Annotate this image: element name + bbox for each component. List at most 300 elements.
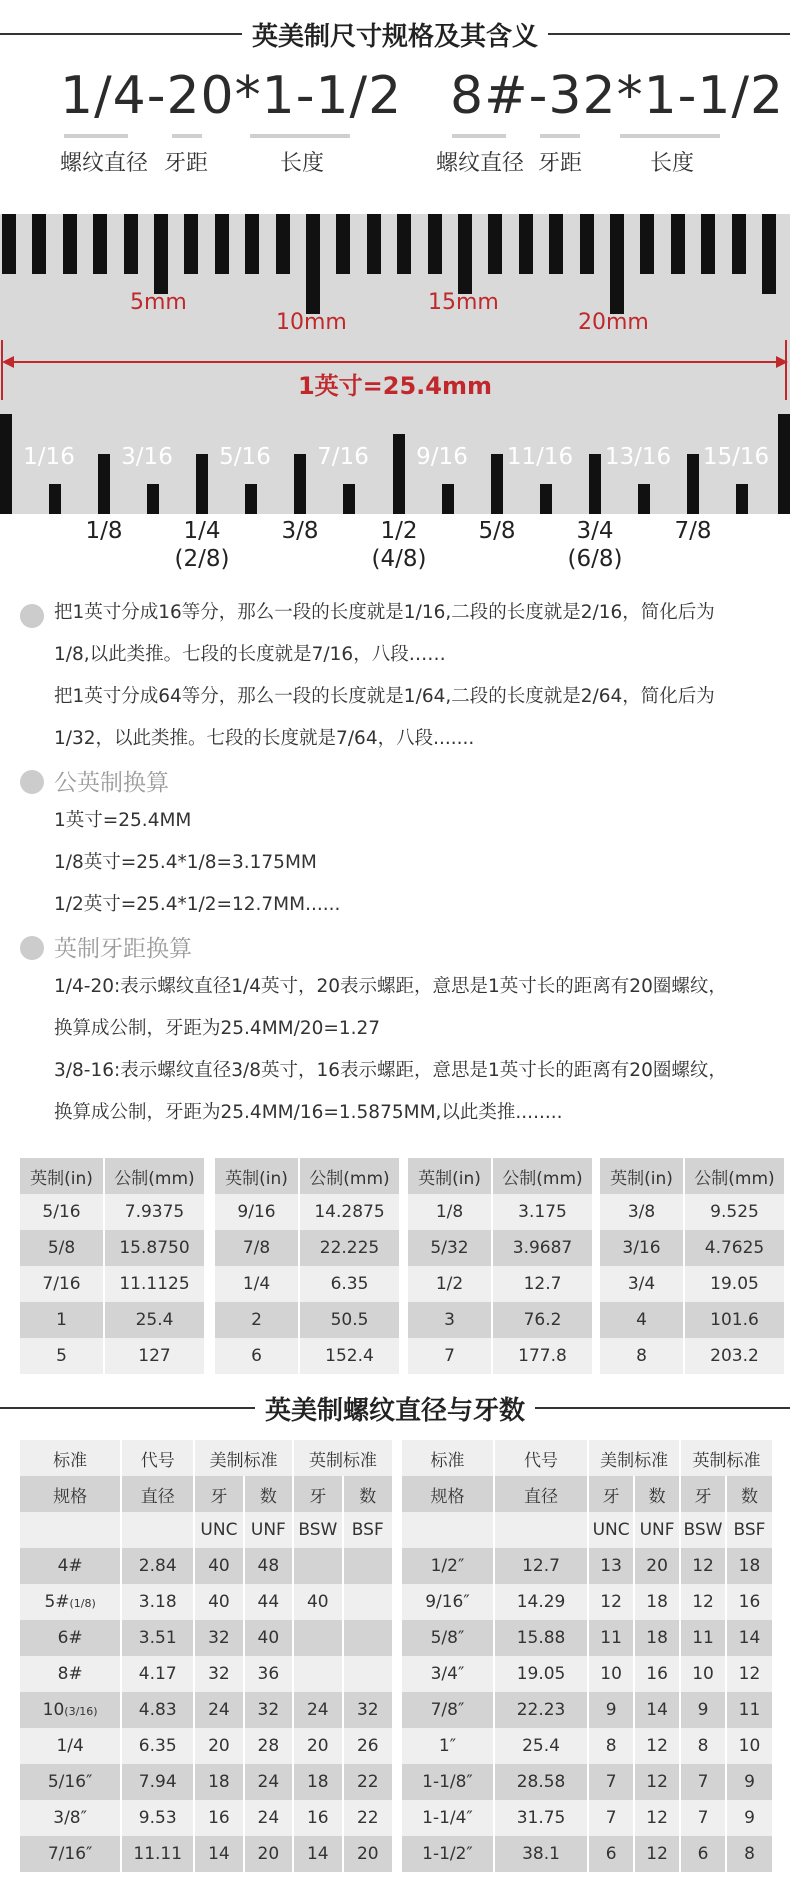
table-cell: 12 (634, 1764, 680, 1800)
table-cell: 127 (104, 1338, 204, 1374)
table-cell: 7/16 (20, 1266, 104, 1302)
table-cell: 25.4 (494, 1728, 588, 1764)
ruler-eighth-label: 1/8 (85, 518, 123, 544)
inch-tick (49, 484, 61, 514)
table-row (600, 1302, 784, 1338)
conversion-table (215, 1158, 399, 1374)
column-header: 牙 (194, 1476, 243, 1512)
mm-tick (640, 214, 654, 274)
table-cell: 177.8 (492, 1338, 592, 1374)
column-header (402, 1512, 494, 1548)
table-header-row (402, 1512, 772, 1548)
column-header: 美制标准 (588, 1440, 680, 1476)
table-cell: 3.51 (121, 1620, 194, 1656)
inch-tick (736, 484, 748, 514)
table-cell: 7 (588, 1800, 634, 1836)
ruler-eighth-alt-label: (2/8) (174, 546, 230, 572)
table-cell: 28 (244, 1728, 293, 1764)
ruler-eighth-alt-label: (4/8) (371, 546, 427, 572)
table-cell: 12.7 (492, 1266, 592, 1302)
table-cell: 22.225 (299, 1230, 399, 1266)
column-header: 数 (726, 1476, 772, 1512)
ruler-sixteenth-label: 9/16 (416, 444, 468, 470)
table-cell: 12 (634, 1800, 680, 1836)
table-cell: 12 (588, 1584, 634, 1620)
table-row (600, 1230, 784, 1266)
table-cell: 3.9687 (492, 1230, 592, 1266)
table-cell: 40 (194, 1584, 243, 1620)
table-row (408, 1302, 592, 1338)
table-cell: 3/4″ (402, 1656, 494, 1692)
table-row (20, 1692, 392, 1728)
column-header: 标准 (402, 1440, 494, 1476)
table-row (402, 1836, 772, 1872)
table-cell: 32 (244, 1692, 293, 1728)
underline-pitch-left (172, 134, 202, 138)
table-cell: 32 (343, 1692, 392, 1728)
column-header: 牙 (588, 1476, 634, 1512)
table-row (20, 1584, 392, 1620)
table-cell (343, 1548, 392, 1584)
column-header: UNF (244, 1512, 293, 1548)
table-cell: 18 (293, 1764, 342, 1800)
column-header: 规格 (20, 1476, 121, 1512)
table-row (20, 1548, 392, 1584)
title-rule-right (548, 33, 790, 35)
table-cell: 10 (726, 1728, 772, 1764)
mm-tick (428, 214, 442, 274)
ruler-sixteenth-label: 1/16 (23, 444, 75, 470)
mm-tick (276, 214, 290, 274)
formula-right: 8#-32*1-1/2 (450, 66, 785, 126)
table-cell: 11 (726, 1692, 772, 1728)
table-cell: 20 (244, 1836, 293, 1872)
column-header (20, 1512, 121, 1548)
table-row (20, 1230, 204, 1266)
table-cell: 12 (726, 1656, 772, 1692)
table-cell: 1-1/4″ (402, 1800, 494, 1836)
table-cell: 8 (726, 1836, 772, 1872)
table-cell: 12 (680, 1584, 726, 1620)
table-row (402, 1620, 772, 1656)
subhead-metric-conversion: 公英制换算 (54, 770, 169, 796)
formula-left: 1/4-20*1-1/2 (60, 66, 403, 126)
label-length-left: 长度 (280, 151, 325, 176)
column-header: 英制(in) (20, 1158, 104, 1194)
table-cell: 203.2 (684, 1338, 784, 1374)
table-cell: 14 (293, 1836, 342, 1872)
section-title-size-spec (0, 16, 790, 52)
table-row (20, 1338, 204, 1374)
table-cell: 40 (244, 1620, 293, 1656)
table-cell: 13 (588, 1548, 634, 1584)
table-row (402, 1548, 772, 1584)
table-cell: 22 (343, 1764, 392, 1800)
mm-tick (458, 214, 472, 294)
table-cell: 4 (600, 1302, 684, 1338)
table-cell: 20 (293, 1728, 342, 1764)
table-header-row (402, 1440, 772, 1476)
column-header: UNC (588, 1512, 634, 1548)
pitch-line: 3/8-16:表示螺纹直径3/8英寸，16表示螺距，意思是1英寸长的距离有20圈螺纹， (54, 1060, 727, 1081)
bullet-dot (20, 604, 44, 628)
table-cell: 1″ (402, 1728, 494, 1764)
table-cell: 24 (244, 1800, 293, 1836)
table-cell: 22.23 (494, 1692, 588, 1728)
table-cell: 6.35 (299, 1266, 399, 1302)
table-header-row (20, 1512, 392, 1548)
table-cell: 101.6 (684, 1302, 784, 1338)
mm-tick (397, 214, 411, 274)
subhead-pitch-conversion: 英制牙距换算 (54, 936, 192, 962)
underline-diameter-left (64, 134, 128, 138)
table-cell (293, 1620, 342, 1656)
table-header-row (402, 1476, 772, 1512)
note-line: 1/8,以此类推。七段的长度就是7/16，八段…… (54, 644, 446, 665)
table-cell: 4.83 (121, 1692, 194, 1728)
mm-tick (580, 214, 594, 274)
table-header-row (408, 1158, 592, 1194)
table-cell: 9/16″ (402, 1584, 494, 1620)
thread-size-cell: 5/16″ (20, 1764, 121, 1800)
table-cell: 3.18 (121, 1584, 194, 1620)
table-cell: 2 (215, 1302, 299, 1338)
thread-size-cell: 6# (20, 1620, 121, 1656)
table-cell: 9 (726, 1764, 772, 1800)
table-row (20, 1266, 204, 1302)
thread-table-right (402, 1440, 772, 1872)
inch-definition-label: 1英寸=25.4mm (297, 372, 493, 400)
table-cell: 1/2″ (402, 1548, 494, 1584)
column-header: 公制(mm) (299, 1158, 399, 1194)
table-row (600, 1266, 784, 1302)
table-row (20, 1620, 392, 1656)
inch-tick (245, 484, 257, 514)
column-header: 标准 (20, 1440, 121, 1476)
table-cell: 5 (20, 1338, 104, 1374)
mm-tick (124, 214, 138, 274)
table-cell: 44 (244, 1584, 293, 1620)
table-cell: 26 (343, 1728, 392, 1764)
inch-tick (343, 484, 355, 514)
table-cell: 1-1/8″ (402, 1764, 494, 1800)
column-header: 英制(in) (408, 1158, 492, 1194)
table-cell: 40 (293, 1584, 342, 1620)
table-cell: 12 (680, 1548, 726, 1584)
table-cell: 3/8 (600, 1194, 684, 1230)
mm-tick (701, 214, 715, 274)
table-cell: 9.525 (684, 1194, 784, 1230)
mm-label-5: 5mm (130, 290, 187, 315)
table-cell: 11 (588, 1620, 634, 1656)
table-cell: 48 (244, 1548, 293, 1584)
underline-length-right (620, 134, 720, 138)
table-cell: 10 (588, 1656, 634, 1692)
conversion-line: 1/2英寸=25.4*1/2=12.7MM...... (54, 894, 341, 915)
table-row (215, 1266, 399, 1302)
pitch-line: 1/4-20:表示螺纹直径1/4英寸，20表示螺距，意思是1英寸长的距离有20圈螺纹， (54, 976, 727, 997)
table-cell: 16 (194, 1800, 243, 1836)
table-cell: 6.35 (121, 1728, 194, 1764)
table-row (215, 1338, 399, 1374)
table-cell: 12.7 (494, 1548, 588, 1584)
column-header: 美制标准 (194, 1440, 293, 1476)
column-header (494, 1512, 588, 1548)
table-cell: 16 (293, 1800, 342, 1836)
table-header-row (20, 1440, 392, 1476)
column-header (121, 1512, 194, 1548)
column-header: 英制标准 (680, 1440, 772, 1476)
table-cell: 8 (600, 1338, 684, 1374)
table-cell: 7/8 (215, 1230, 299, 1266)
table-cell: 50.5 (299, 1302, 399, 1338)
table-cell: 12 (634, 1836, 680, 1872)
table-cell: 9 (726, 1800, 772, 1836)
table-cell: 6 (680, 1836, 726, 1872)
column-header: 牙 (680, 1476, 726, 1512)
table-cell: 1/4 (215, 1266, 299, 1302)
label-diameter-left: 螺纹直径 (60, 151, 149, 176)
inch-tick (638, 484, 650, 514)
table-cell: 6 (588, 1836, 634, 1872)
table-cell: 15.88 (494, 1620, 588, 1656)
table-cell: 14 (194, 1836, 243, 1872)
column-header: 牙 (293, 1476, 342, 1512)
table-cell: 16 (634, 1656, 680, 1692)
mm-tick (2, 214, 16, 274)
table-cell: 7 (680, 1800, 726, 1836)
table-cell: 3/16 (600, 1230, 684, 1266)
mm-tick (488, 214, 502, 274)
table-row (408, 1266, 592, 1302)
table-cell: 5/8 (20, 1230, 104, 1266)
pitch-line: 换算成公制，牙距为25.4MM/16=1.5875MM,以此类推........ (54, 1102, 563, 1123)
table-cell (343, 1584, 392, 1620)
conversion-table (600, 1158, 784, 1374)
inch-tick (442, 484, 454, 514)
table-cell: 15.8750 (104, 1230, 204, 1266)
mm-tick (549, 214, 563, 274)
inch-tick (147, 484, 159, 514)
ruler-eighth-alt-label: (6/8) (567, 546, 623, 572)
table-cell: 11 (680, 1620, 726, 1656)
table-row (408, 1338, 592, 1374)
table-row (402, 1800, 772, 1836)
table-cell: 20 (634, 1548, 680, 1584)
table-cell: 1-1/2″ (402, 1836, 494, 1872)
table-cell (343, 1620, 392, 1656)
table-row (215, 1302, 399, 1338)
column-header: 直径 (494, 1476, 588, 1512)
table-cell: 9 (588, 1692, 634, 1728)
table-row (20, 1728, 392, 1764)
table-cell: 9/16 (215, 1194, 299, 1230)
table-cell: 1/8 (408, 1194, 492, 1230)
note-line: 把1英寸分成64等分，那么一段的长度就是1/64,二段的长度就是2/64，简化后为 (54, 686, 715, 707)
column-header: 数 (343, 1476, 392, 1512)
column-header: 英制(in) (600, 1158, 684, 1194)
thread-size-cell: 3/8″ (20, 1800, 121, 1836)
table-row (402, 1692, 772, 1728)
label-length-right: 长度 (650, 151, 695, 176)
thread-size-cell: 1/4 (20, 1728, 121, 1764)
conversion-table (408, 1158, 592, 1374)
table-cell: 4.7625 (684, 1230, 784, 1266)
table-cell: 18 (634, 1620, 680, 1656)
column-header: 数 (244, 1476, 293, 1512)
table-row (402, 1728, 772, 1764)
title-rule-right (535, 1407, 790, 1409)
mm-tick (367, 214, 381, 274)
table-cell: 9.53 (121, 1800, 194, 1836)
ruler-sixteenth-label: 11/16 (506, 444, 574, 470)
threads-title: 英美制螺纹直径与牙数 (265, 1395, 526, 1426)
table-row (600, 1194, 784, 1230)
column-header: 英制(in) (215, 1158, 299, 1194)
table-cell: 7.9375 (104, 1194, 204, 1230)
mm-tick (63, 214, 77, 274)
table-cell: 3.175 (492, 1194, 592, 1230)
mm-label-10: 10mm (276, 310, 347, 335)
table-cell: 152.4 (299, 1338, 399, 1374)
ruler-sixteenth-label: 3/16 (121, 444, 173, 470)
column-header: BSW (680, 1512, 726, 1548)
table-cell: 3/4 (600, 1266, 684, 1302)
column-header: 规格 (402, 1476, 494, 1512)
ruler-sixteenth-label: 5/16 (219, 444, 271, 470)
table-cell: 11.1125 (104, 1266, 204, 1302)
bullet-dot (20, 936, 44, 960)
thread-size-cell: 8# (20, 1656, 121, 1692)
mm-tick (610, 214, 624, 314)
table-cell: 18 (726, 1548, 772, 1584)
note-line: 把1英寸分成16等分，那么一段的长度就是1/16,二段的长度就是2/16，简化后为 (54, 602, 715, 623)
column-header: 公制(mm) (492, 1158, 592, 1194)
table-row (402, 1764, 772, 1800)
column-header: 代号 (494, 1440, 588, 1476)
mm-tick (154, 214, 168, 294)
table-row (600, 1338, 784, 1374)
column-header: 英制标准 (293, 1440, 392, 1476)
mm-label-15: 15mm (428, 290, 499, 315)
table-cell: 16 (726, 1584, 772, 1620)
table-cell: 5/32 (408, 1230, 492, 1266)
table-cell: 5/16 (20, 1194, 104, 1230)
column-header: BSF (726, 1512, 772, 1548)
mm-tick (762, 214, 776, 294)
table-cell: 14.29 (494, 1584, 588, 1620)
thread-size-cell: 4# (20, 1548, 121, 1584)
table-cell: 24 (194, 1692, 243, 1728)
table-cell: 36 (244, 1656, 293, 1692)
mm-tick (671, 214, 685, 274)
label-pitch-left: 牙距 (164, 151, 209, 176)
table-cell: 4.17 (121, 1656, 194, 1692)
table-cell: 14.2875 (299, 1194, 399, 1230)
column-header: 公制(mm) (684, 1158, 784, 1194)
pitch-line: 换算成公制，牙距为25.4MM/20=1.27 (54, 1018, 381, 1039)
title-rule-left (0, 33, 242, 35)
table-cell: 7.94 (121, 1764, 194, 1800)
underline-diameter-right (452, 134, 506, 138)
section-title-threads (0, 1390, 790, 1426)
table-cell: 18 (194, 1764, 243, 1800)
mm-tick (732, 214, 746, 274)
table-row (20, 1764, 392, 1800)
table-cell: 11.11 (121, 1836, 194, 1872)
ruler-sixteenth-label: 13/16 (604, 444, 672, 470)
ruler-eighth-label: 3/4 (576, 518, 614, 544)
table-cell (293, 1548, 342, 1584)
table-header-row (20, 1158, 204, 1194)
table-cell: 28.58 (494, 1764, 588, 1800)
column-header: UNF (634, 1512, 680, 1548)
table-row (20, 1302, 204, 1338)
mm-tick (306, 214, 320, 314)
table-row (408, 1230, 592, 1266)
mm-tick (245, 214, 259, 274)
column-header: 公制(mm) (104, 1158, 204, 1194)
table-header-row (215, 1158, 399, 1194)
table-row (20, 1194, 204, 1230)
table-cell: 31.75 (494, 1800, 588, 1836)
thread-size-cell: 10(3/16) (20, 1692, 121, 1728)
thread-size-cell: 7/16″ (20, 1836, 121, 1872)
note-line: 1/32，以此类推。七段的长度就是7/64，八段....... (54, 728, 475, 749)
table-cell (293, 1656, 342, 1692)
underline-length-left (250, 134, 350, 138)
mm-tick (215, 214, 229, 274)
ruler-eighth-label: 5/8 (478, 518, 516, 544)
table-cell: 12 (634, 1728, 680, 1764)
label-pitch-right: 牙距 (538, 151, 583, 176)
thread-size-cell: 5#(1/8) (20, 1584, 121, 1620)
table-cell: 7 (588, 1764, 634, 1800)
mm-tick (519, 214, 533, 274)
table-cell: 3 (408, 1302, 492, 1338)
column-header: UNC (194, 1512, 243, 1548)
ruler-eighth-label: 1/2 (380, 518, 418, 544)
mm-tick (93, 214, 107, 274)
table-cell: 22 (343, 1800, 392, 1836)
title-rule-left (0, 1407, 255, 1409)
table-cell: 40 (194, 1548, 243, 1584)
column-header: 代号 (121, 1440, 194, 1476)
ruler-sixteenth-label: 7/16 (317, 444, 369, 470)
table-cell: 24 (244, 1764, 293, 1800)
mm-tick (32, 214, 46, 274)
table-cell: 14 (726, 1620, 772, 1656)
table-cell: 14 (634, 1692, 680, 1728)
table-row (402, 1584, 772, 1620)
column-header: BSF (343, 1512, 392, 1548)
bullet-dot (20, 770, 44, 794)
table-header-row (600, 1158, 784, 1194)
ruler-eighth-label: 1/4 (183, 518, 221, 544)
table-cell: 9 (680, 1692, 726, 1728)
conversion-table (20, 1158, 204, 1374)
mm-tick (336, 214, 350, 274)
table-cell: 19.05 (684, 1266, 784, 1302)
table-cell: 32 (194, 1620, 243, 1656)
table-row (20, 1836, 392, 1872)
table-cell: 7 (680, 1764, 726, 1800)
table-row (20, 1800, 392, 1836)
column-header: 数 (634, 1476, 680, 1512)
ruler-eighth-label: 3/8 (281, 518, 319, 544)
table-cell: 1 (20, 1302, 104, 1338)
table-row (215, 1230, 399, 1266)
